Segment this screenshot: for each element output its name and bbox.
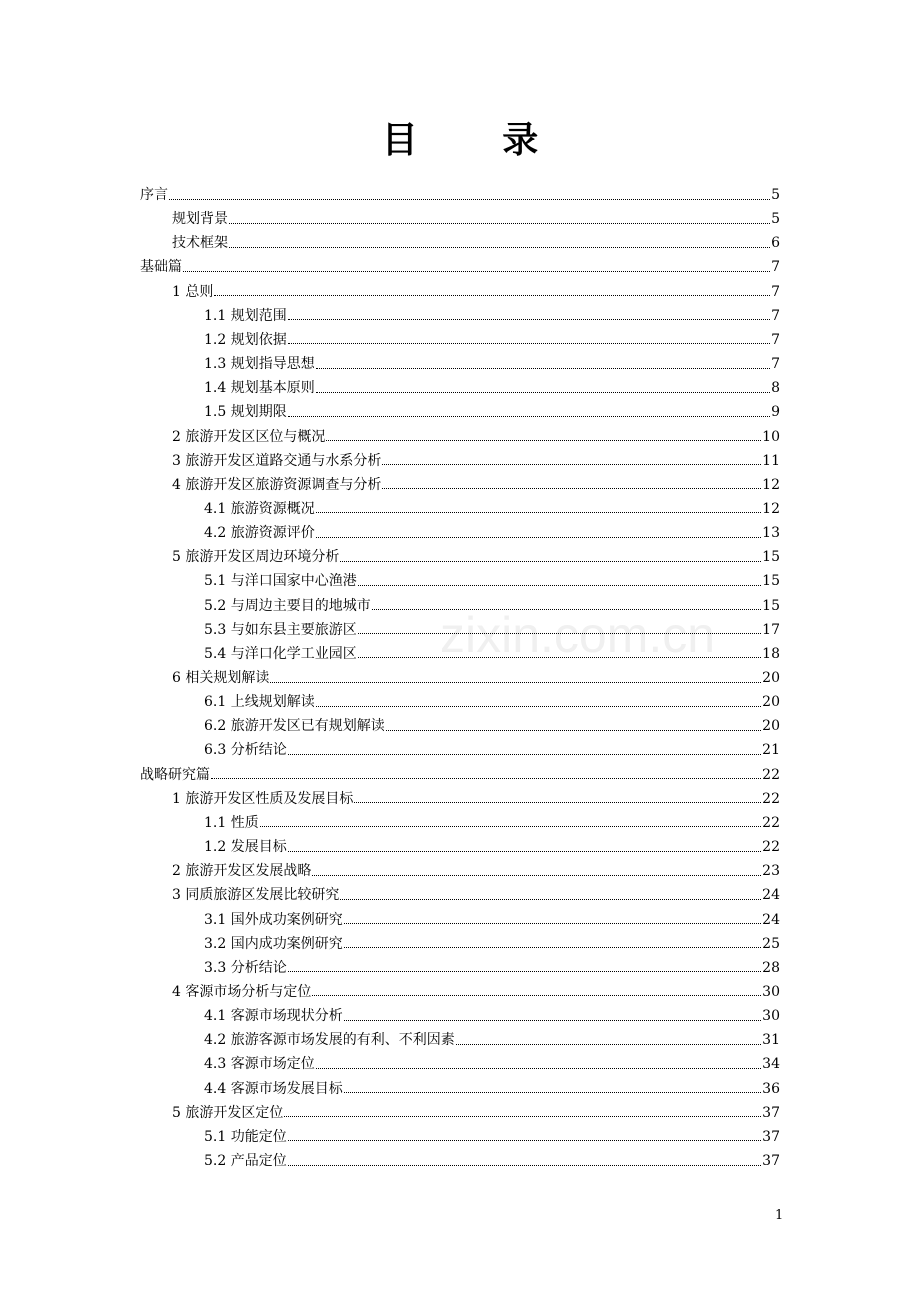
toc-entry-page: 31 <box>762 1032 780 1049</box>
toc-entry[interactable] <box>172 449 780 473</box>
toc-leader-dots <box>211 778 761 779</box>
toc-leader-dots <box>344 1092 761 1093</box>
toc-entry-page: 23 <box>762 863 780 880</box>
toc-entry-label: 5.3 与如东县主要旅游区 <box>204 621 357 638</box>
toc-entry-label: 4 客源市场分析与定位 <box>172 983 312 1000</box>
toc-leader-dots <box>316 368 770 369</box>
toc-leader-dots <box>169 199 770 200</box>
toc-entry[interactable] <box>204 738 780 762</box>
toc-leader-dots <box>326 440 761 441</box>
toc-entry-page: 5 <box>771 211 780 228</box>
toc-entry[interactable] <box>140 183 780 207</box>
toc-entry[interactable] <box>172 859 780 883</box>
toc-entry-label: 6 相关规划解读 <box>172 670 270 686</box>
toc-entry[interactable] <box>204 521 780 545</box>
toc-entry-page: 7 <box>771 307 780 324</box>
toc-leader-dots <box>358 633 761 634</box>
toc-entry-page: 9 <box>771 404 780 421</box>
toc-entry-label: 1.3 规划指导思想 <box>204 356 315 373</box>
toc-entry[interactable] <box>204 642 780 666</box>
toc-leader-dots <box>316 392 770 393</box>
toc-entry[interactable] <box>172 787 780 811</box>
toc-leader-dots <box>316 512 761 513</box>
toc-entry-page: 20 <box>762 718 780 735</box>
toc-entry-page: 15 <box>762 573 780 590</box>
toc-leader-dots <box>288 343 770 344</box>
page-number: 1 <box>775 1208 784 1223</box>
toc-leader-dots <box>288 416 770 417</box>
toc-entry[interactable] <box>172 883 780 907</box>
toc-entry-page: 13 <box>762 525 780 542</box>
toc-entry[interactable] <box>204 569 780 593</box>
toc-entry-label: 5.2 产品定位 <box>204 1153 287 1169</box>
toc-leader-dots <box>340 899 761 900</box>
toc-entry-label: 序言 <box>140 187 168 203</box>
toc-leader-dots <box>386 730 761 731</box>
toc-entry[interactable] <box>204 932 780 956</box>
toc-leader-dots <box>344 923 761 924</box>
toc-entry-page: 7 <box>771 259 780 276</box>
toc-entry-page: 25 <box>762 935 780 952</box>
toc-entry[interactable] <box>204 956 780 980</box>
toc-entry[interactable] <box>204 908 780 932</box>
toc-entry-page: 22 <box>762 790 780 807</box>
toc-entry-page: 17 <box>762 621 780 638</box>
toc-entry[interactable] <box>204 811 780 835</box>
toc-entry-page: 7 <box>771 331 780 348</box>
toc-entry-label: 5 旅游开发区定位 <box>172 1104 284 1121</box>
toc-entry-label: 4.4 客源市场发展目标 <box>204 1080 343 1097</box>
toc-entry-label: 1 总则 <box>172 283 214 300</box>
page-title: 目 录 <box>381 119 575 161</box>
toc-entry[interactable] <box>140 255 780 279</box>
toc-entry[interactable] <box>204 304 780 328</box>
toc-entry-label: 6.2 旅游开发区已有规划解读 <box>204 718 385 735</box>
toc-entry-label: 2 旅游开发区区位与概况 <box>172 428 326 445</box>
toc-entry-label: 2 旅游开发区发展战略 <box>172 863 312 880</box>
toc-entry-page: 24 <box>762 887 780 904</box>
toc-leader-dots <box>284 1116 761 1117</box>
toc-entry-label: 4.1 客源市场现状分析 <box>204 1008 343 1025</box>
toc-entry-label: 1.4 规划基本原则 <box>204 380 315 397</box>
toc-entry-page: 7 <box>771 283 780 300</box>
toc-entry-label: 6.3 分析结论 <box>204 742 287 759</box>
toc-leader-dots <box>288 1140 761 1141</box>
toc-entry[interactable] <box>172 207 780 231</box>
toc-entry-page: 37 <box>762 1104 780 1121</box>
toc-entry[interactable] <box>204 690 780 714</box>
toc-entry-page: 6 <box>771 235 780 252</box>
toc-leader-dots <box>229 247 770 248</box>
toc-entry[interactable] <box>172 545 780 569</box>
toc-entry-page: 12 <box>762 476 780 493</box>
toc-leader-dots <box>344 947 761 948</box>
toc-entry-label: 1 旅游开发区性质及发展目标 <box>172 790 354 807</box>
toc-leader-dots <box>214 295 770 296</box>
toc-leader-dots <box>456 1044 761 1045</box>
toc-leader-dots <box>270 682 761 683</box>
toc-entry[interactable] <box>172 280 780 304</box>
toc-entry-page: 18 <box>762 645 780 662</box>
toc-entry-page: 20 <box>762 670 780 686</box>
toc-leader-dots <box>372 609 761 610</box>
toc-leader-dots <box>340 561 761 562</box>
toc-entry[interactable] <box>204 352 780 376</box>
toc-entry[interactable] <box>204 594 780 618</box>
toc-entry-label: 5.1 功能定位 <box>204 1128 287 1145</box>
toc-leader-dots <box>382 464 761 465</box>
toc-entry-label: 4.1 旅游资源概况 <box>204 500 315 517</box>
toc-entry-page: 8 <box>771 380 780 397</box>
toc-leader-dots <box>358 657 761 658</box>
toc-entry-page: 37 <box>762 1153 780 1169</box>
toc-entry-page: 22 <box>762 766 780 783</box>
toc-entry[interactable] <box>204 1149 780 1173</box>
toc-entry-page: 11 <box>762 452 780 469</box>
toc-leader-dots <box>316 537 761 538</box>
toc-entry-page: 12 <box>762 500 780 517</box>
toc-leader-dots <box>316 1068 761 1069</box>
toc-entry-label: 3.2 国内成功案例研究 <box>204 935 343 952</box>
toc-entry-label: 3.1 国外成功案例研究 <box>204 911 343 928</box>
toc-entry-page: 22 <box>762 839 780 856</box>
toc-entry-label: 6.1 上线规划解读 <box>204 694 315 711</box>
toc-leader-dots <box>382 488 761 489</box>
toc-entry-page: 5 <box>771 187 780 203</box>
toc-entry-label: 技术框架 <box>172 235 228 252</box>
toc-leader-dots <box>312 995 761 996</box>
toc-entry[interactable] <box>172 980 780 1004</box>
toc-entry-label: 4.3 客源市场定位 <box>204 1056 315 1073</box>
toc-leader-dots <box>344 1020 761 1021</box>
toc-entry-label: 1.2 发展目标 <box>204 839 287 856</box>
toc-leader-dots <box>288 971 761 972</box>
toc-entry-label: 基础篇 <box>140 259 182 276</box>
toc-entry-page: 15 <box>762 549 780 566</box>
toc-entry-label: 战略研究篇 <box>140 766 210 783</box>
toc-leader-dots <box>312 875 761 876</box>
toc-entry-label: 1.2 规划依据 <box>204 331 287 348</box>
toc-entry[interactable] <box>172 666 780 690</box>
toc-entry-label: 规划背景 <box>172 211 228 228</box>
toc-entry-page: 28 <box>762 959 780 976</box>
toc-entry[interactable] <box>204 1028 780 1052</box>
toc-entry-label: 4 旅游开发区旅游资源调查与分析 <box>172 476 382 493</box>
toc-entry-label: 1.1 性质 <box>204 814 259 831</box>
toc-entry-label: 1.5 规划期限 <box>204 404 287 421</box>
toc-entry[interactable] <box>204 618 780 642</box>
toc-entry[interactable] <box>204 835 780 859</box>
toc-entry[interactable] <box>204 1077 780 1101</box>
toc-entry-label: 3 旅游开发区道路交通与水系分析 <box>172 452 382 469</box>
toc-leader-dots <box>229 223 770 224</box>
toc-entry-page: 34 <box>762 1056 780 1073</box>
toc-entry[interactable] <box>172 231 780 255</box>
toc-entry-label: 4.2 旅游客源市场发展的有利、不利因素 <box>204 1032 455 1049</box>
toc-leader-dots <box>316 706 761 707</box>
toc-entry-label: 1.1 规划范围 <box>204 307 287 324</box>
toc-entry-label: 5.4 与洋口化学工业园区 <box>204 645 357 662</box>
toc-entry-page: 7 <box>771 356 780 373</box>
toc-entry-page: 21 <box>762 742 780 759</box>
toc-entry[interactable] <box>172 425 780 449</box>
toc-entry[interactable] <box>204 376 780 400</box>
toc-leader-dots <box>354 802 761 803</box>
toc-entry-page: 15 <box>762 597 780 614</box>
toc-entry[interactable] <box>204 1125 780 1149</box>
toc-entry-page: 24 <box>762 911 780 928</box>
toc-entry-page: 30 <box>762 1008 780 1025</box>
toc-entry[interactable] <box>204 328 780 352</box>
toc-entry-page: 37 <box>762 1128 780 1145</box>
toc-entry[interactable] <box>172 1101 780 1125</box>
toc-entry-page: 10 <box>762 428 780 445</box>
toc-entry-page: 30 <box>762 983 780 1000</box>
toc-entry[interactable] <box>204 714 780 738</box>
toc-leader-dots <box>358 585 761 586</box>
toc-entry-label: 5.2 与周边主要目的地城市 <box>204 597 371 614</box>
toc-entry[interactable] <box>140 763 780 787</box>
toc-leader-dots <box>288 851 761 852</box>
toc-entry-label: 5.1 与洋口国家中心渔港 <box>204 573 357 590</box>
toc-entry-label: 3.3 分析结论 <box>204 959 287 976</box>
toc-leader-dots <box>183 271 770 272</box>
toc-entry-label: 3 同质旅游区发展比较研究 <box>172 887 340 904</box>
toc-entry[interactable] <box>172 473 780 497</box>
toc-entry-page: 22 <box>762 814 780 831</box>
toc-entry[interactable] <box>204 497 780 521</box>
toc-entry[interactable] <box>204 1052 780 1076</box>
toc-leader-dots <box>288 754 761 755</box>
toc-entry-label: 4.2 旅游资源评价 <box>204 525 315 542</box>
toc-entry-page: 20 <box>762 694 780 711</box>
toc-entry[interactable] <box>204 400 780 424</box>
toc-leader-dots <box>288 319 770 320</box>
watermark: zixin.com.cn <box>440 607 716 663</box>
toc-entry[interactable] <box>204 1004 780 1028</box>
toc-entry-label: 5 旅游开发区周边环境分析 <box>172 549 340 566</box>
toc-leader-dots <box>288 1165 761 1166</box>
toc-leader-dots <box>260 826 761 827</box>
toc-entry-page: 36 <box>762 1080 780 1097</box>
